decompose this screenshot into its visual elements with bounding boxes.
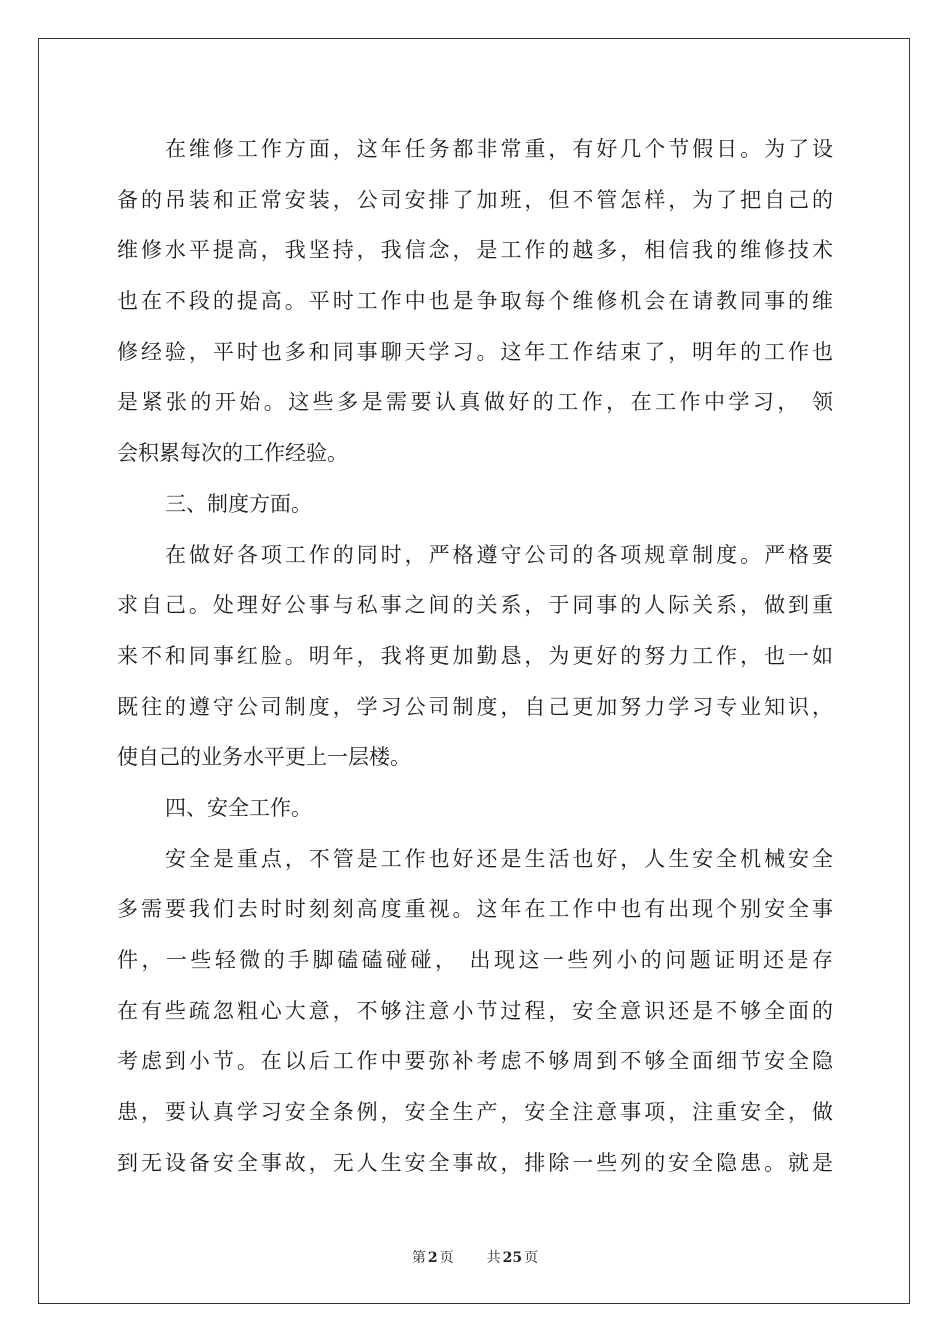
text-line: 安全是重点，不管是工作也好还是生活也好，人生安全机械安全	[165, 846, 833, 871]
text-line: 在有些疏忽粗心大意，不够注意小节过程，安全意识还是不够全面的	[117, 998, 833, 1023]
text-line: 也在不段的提高。平时工作中也是争取每个维修机会在请教同事的维	[117, 289, 833, 314]
text-line: 件，一些轻微的手脚磕磕碰碰， 出现这一些列小的问题证明还是存	[117, 948, 833, 972]
text-line: 在维修工作方面，这年任务都非常重，有好几个节假日。为了设	[165, 137, 833, 161]
document-body	[117, 124, 833, 1188]
text-line: 到无设备安全事故，无人生安全事故，排除一些列的安全隐患。就是	[117, 1150, 833, 1175]
text-line: 考虑到小节。在以后工作中要弥补考虑不够周到不够全面细节安全隐	[117, 1049, 833, 1074]
text-line: 维修水平提高，我坚持，我信念，是工作的越多，相信我的维修技术	[117, 238, 833, 263]
text-line: 使自己的业务水平更上一层楼。	[117, 745, 411, 770]
text-line: 会积累每次的工作经验。	[117, 441, 348, 466]
text-line: 三、制度方面。	[165, 491, 312, 516]
text-line: 患，要认真学习安全条例，安全生产，安全注意事项，注重安全，做	[117, 1100, 833, 1125]
text-line: 备的吊装和正常安装，公司安排了加班，但不管怎样，为了把自己的	[117, 187, 833, 212]
text-line: 既往的遵守公司制度，学习公司制度，自己更加努力学习专业知识，	[117, 694, 833, 719]
text-line: 来不和同事红脸。明年，我将更加勤恳，为更好的努力工作，也一如	[117, 643, 833, 668]
text-line: 四、安全工作。	[165, 795, 312, 820]
text-line: 求自己。处理好公事与私事之间的关系，于同事的人际关系，做到重	[117, 593, 833, 618]
text-line: 是紧张的开始。这些多是需要认真做好的工作，在工作中学习， 领	[117, 390, 833, 415]
text-line: 多需要我们去时时刻刻高度重视。这年在工作中也有出现个别安全事	[117, 897, 833, 922]
total-pages-indicator: 共 25 页	[486, 1250, 539, 1266]
text-line: 在做好各项工作的同时，严格遵守公司的各项规章制度。严格要	[165, 542, 833, 567]
page-footer	[0, 1247, 950, 1267]
page-indicator: 第 2 页	[411, 1250, 454, 1266]
text-line: 修经验，平时也多和同事聊天学习。这年工作结束了，明年的工作也	[117, 339, 833, 364]
